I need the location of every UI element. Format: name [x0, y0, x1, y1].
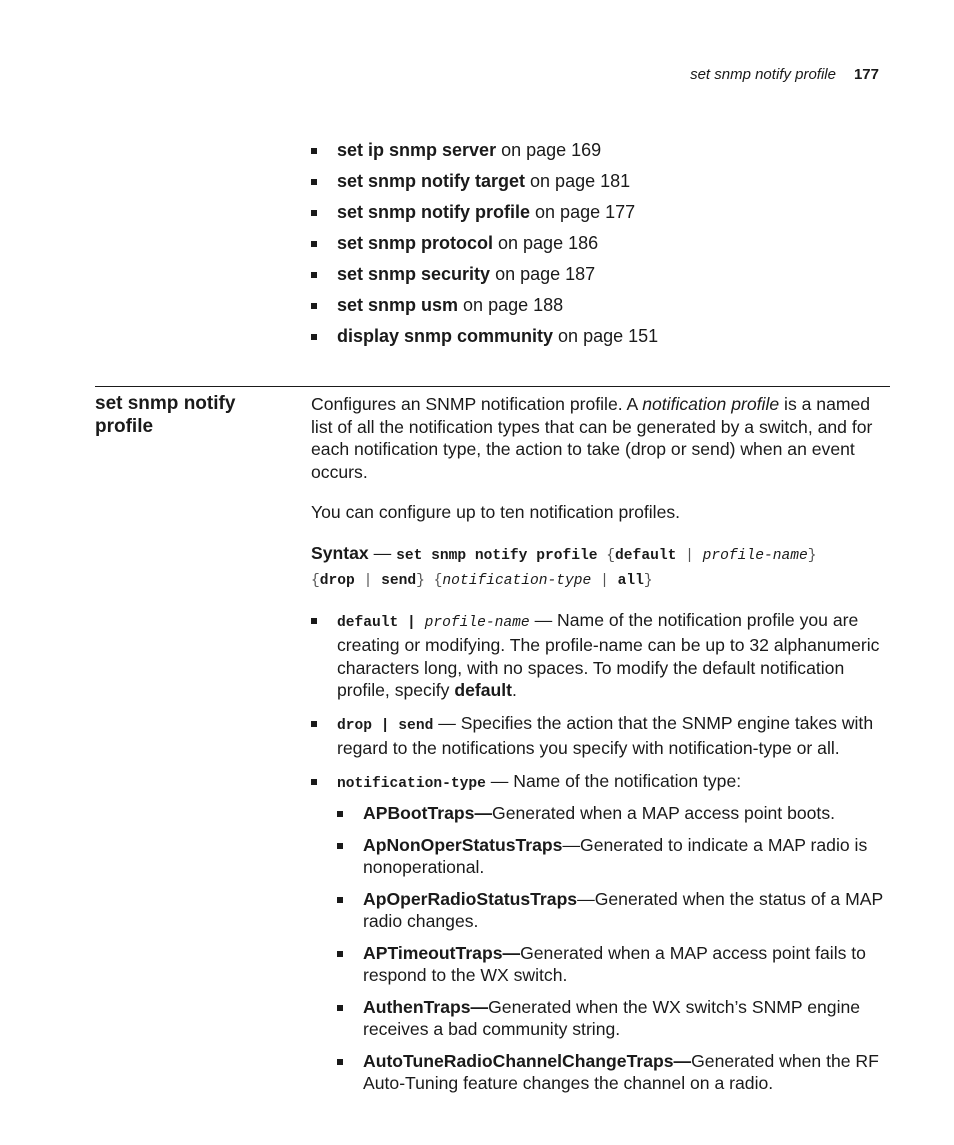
param-code: [337, 615, 530, 631]
command-link[interactable]: set snmp protocol: [337, 233, 494, 253]
param-keyword: default: [454, 680, 513, 700]
trap-name: AuthenTraps—: [363, 996, 489, 1017]
param-desc: — Name of the notification type:: [485, 770, 742, 791]
trap-desc: Generated when a MAP access point fails to respond to the WX switch.: [363, 942, 866, 985]
syntax-drop: drop: [319, 572, 355, 589]
limit-paragraph: You can configure up to ten notification profiles.: [311, 502, 681, 522]
notification-type-item: [337, 802, 891, 825]
trap-name: ApOperRadioStatusTraps: [363, 888, 578, 909]
trap-name: AutoTuneRadioChannelChangeTraps—: [363, 1050, 692, 1071]
section-divider: [95, 386, 890, 387]
trap-name: APBootTraps—: [363, 803, 493, 823]
param-desc-end: .: [512, 680, 517, 700]
list-item: [311, 325, 891, 356]
syntax-all: all: [617, 572, 644, 589]
command-link[interactable]: set ip snmp server: [337, 140, 497, 160]
list-item: [311, 294, 891, 325]
syntax-notification-type: notification-type: [442, 572, 592, 589]
page-ref: on page 188: [458, 295, 564, 315]
trap-name: ApNonOperStatusTraps: [363, 834, 563, 855]
notification-type-item: [337, 834, 891, 879]
syntax-default: default: [615, 547, 677, 564]
page-ref: on page 181: [525, 171, 631, 191]
syntax-label: Syntax: [311, 542, 369, 563]
param-code: [337, 776, 486, 792]
trap-desc: —Generated to indicate a MAP radio is nonoperational.: [363, 834, 868, 877]
related-commands-list: [311, 139, 891, 356]
intro-paragraph: [311, 393, 891, 483]
syntax-line: [311, 542, 891, 592]
param-desc: — Specifies the action that the SNMP engine takes with regard to the notifications you specify with notification-type or all.: [337, 712, 874, 758]
notification-type-list: [337, 802, 891, 1095]
syntax-dash: —: [368, 542, 397, 563]
notification-type-item: [337, 996, 891, 1041]
page-ref: on page 169: [496, 140, 602, 160]
param-code: [337, 718, 433, 734]
parameter-item: [311, 770, 891, 1095]
intro-term: notification profile: [642, 394, 780, 414]
command-link[interactable]: display snmp community: [337, 326, 554, 346]
command-link[interactable]: set snmp notify target: [337, 171, 526, 191]
page-ref: on page 177: [530, 202, 636, 222]
trap-name: APTimeoutTraps—: [363, 942, 521, 963]
command-link[interactable]: set snmp usm: [337, 295, 459, 315]
list-item: [311, 232, 891, 263]
parameter-item: [311, 609, 891, 702]
page-ref: on page 186: [493, 233, 599, 253]
syntax-profile-name: profile-name: [702, 547, 808, 564]
param-name: drop | send: [337, 717, 434, 734]
notification-type-item: [337, 942, 891, 987]
syntax-cmd: set snmp notify profile: [396, 547, 598, 564]
trap-desc: Generated when the WX switch’s SNMP engine receives a bad community string.: [363, 996, 861, 1039]
command-link[interactable]: set snmp security: [337, 264, 491, 284]
syntax-command: set snmp notify profile {default | profile-name} {drop | send} {notification-type | all}: [311, 547, 817, 589]
list-item: [311, 139, 891, 170]
parameter-list: [311, 609, 891, 1095]
notification-type-item: [337, 888, 891, 933]
intro-text: is a named list of all the notification types that can be generated by a switch, and for each notification type, the action to take (drop or send) when an event occurs.: [311, 394, 873, 482]
param-name: default |: [337, 614, 416, 631]
trap-desc: Generated when the RF Auto-Tuning feature changes the channel on a radio.: [363, 1050, 879, 1093]
notification-type-item: [337, 1050, 891, 1095]
section-title: set snmp notify profile: [95, 393, 236, 437]
page-ref: on page 151: [553, 326, 659, 346]
page-ref: on page 187: [490, 264, 596, 284]
parameter-item: [311, 712, 891, 760]
param-name: notification-type: [337, 775, 486, 792]
header-title: set snmp notify profile: [690, 66, 836, 83]
list-item: [311, 201, 891, 232]
command-link[interactable]: set snmp notify profile: [337, 202, 531, 222]
list-item: [311, 263, 891, 294]
param-variable: profile-name: [424, 614, 530, 631]
param-desc: — Name of the notification profile you are creating or modifying. The profile-name can be up to 32 alphanumeric characters long, with no spaces. To modify the default notification profile, specify: [337, 609, 880, 700]
section-body: [311, 393, 891, 1105]
syntax-send: send: [381, 572, 417, 589]
trap-desc: —Generated when the status of a MAP radio changes.: [363, 888, 883, 931]
page-number: 177: [853, 66, 879, 83]
trap-desc: Generated when a MAP access point boots.: [492, 803, 836, 823]
intro-text: Configures an SNMP notification profile. A: [311, 394, 643, 414]
running-header: [690, 66, 879, 83]
list-item: [311, 170, 891, 201]
